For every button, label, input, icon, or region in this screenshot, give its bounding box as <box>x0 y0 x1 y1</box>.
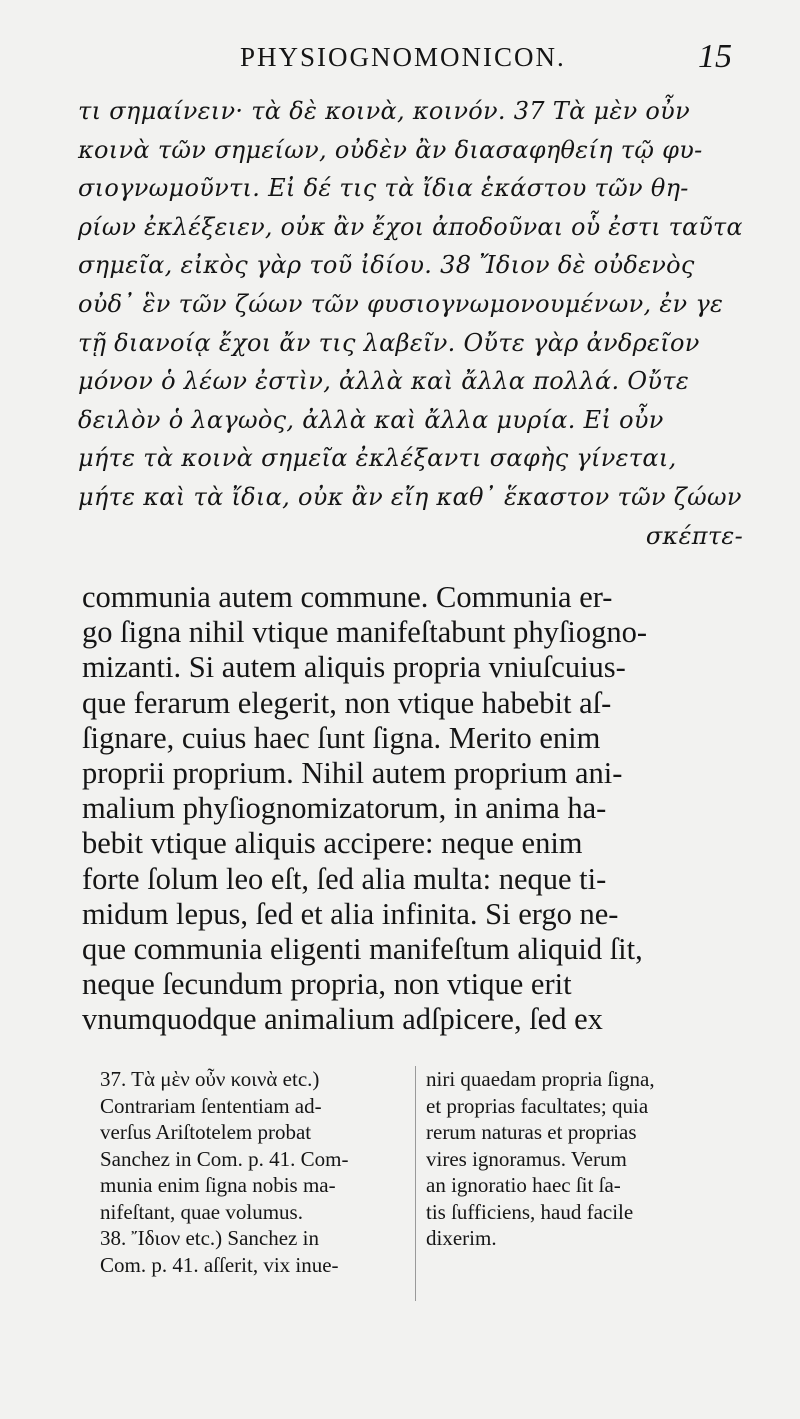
greek-line: μόνον ὁ λέων ἐστὶν, ἀλλὰ καὶ ἄλλα πολλά. Οὔτε <box>78 367 690 396</box>
greek-line: τῇ διανοίᾳ ἔχοι ἄν τις λαβεῖν. Οὔτε γὰρ ἀνδρεῖον <box>78 328 700 357</box>
latin-line: bebit vtique aliquis accipere: neque enim <box>82 826 583 861</box>
footnotes-right-column <box>426 1066 746 1252</box>
latin-line: mizanti. Si autem aliquis propria vniuſcuius- <box>82 650 626 685</box>
footnote-line: et proprias facultates; quia <box>426 1093 649 1118</box>
greek-line: τι σημαίνειν· τὰ δὲ κοινὰ, κοινόν. 37 Τὰ μὲν οὖν <box>78 97 690 125</box>
footnote-line: dixerim. <box>426 1226 497 1250</box>
footnote-line: an ignoratio haec ſit ſa- <box>426 1173 621 1197</box>
greek-catchword: σκέπτε- <box>645 521 743 550</box>
greek-line: μήτε καὶ τὰ ἴδια, οὐκ ἂν εἴη καθ᾽ ἕκαστον τῶν ζώων <box>78 482 742 511</box>
column-divider <box>415 1066 416 1301</box>
footnote-line: 38. Ἴδιον etc.) Sanchez in <box>100 1226 319 1250</box>
latin-text-block <box>82 580 742 1037</box>
footnote-line: vires ignoramus. Verum <box>426 1146 627 1171</box>
latin-line: go ſigna nihil vtique manifeſtabunt phyſiogno- <box>82 615 648 650</box>
footnote-line: Contrariam ſententiam ad- <box>100 1093 322 1118</box>
greek-line: σιογνωμοῦντι. Εἰ δέ τις τὰ ἴδια ἑκάστου τῶν θη- <box>78 174 689 203</box>
greek-line: δειλὸν ὁ λαγωὸς, ἀλλὰ καὶ ἄλλα μυρία. Εἰ οὖν <box>78 405 664 434</box>
page-number: 15 <box>698 38 732 75</box>
greek-line: σημεῖα, εἰκὸς γὰρ τοῦ ἰδίου. 38 Ἴδιον δὲ οὐδενὸς <box>78 251 695 280</box>
footnote-line: verſus Ariſtotelem probat <box>100 1120 312 1144</box>
greek-text-block <box>78 92 743 555</box>
latin-line: que communia eligenti manifeſtum aliquid ſit, <box>82 931 643 966</box>
footnote-line: nifeſtant, quae volumus. <box>100 1199 303 1224</box>
running-title: PHYSIOGNOMONICON. <box>240 42 566 72</box>
latin-line: vnumquodque animalium adſpicere, ſed ex <box>82 1002 603 1037</box>
greek-line: οὐδ᾽ ἓν τῶν ζώων τῶν φυσιογνωμονουμένων, ἐν γε <box>78 289 724 318</box>
latin-line: midum lepus, ſed et alia infinita. Si ergo ne- <box>82 896 619 931</box>
footnotes-left-column <box>100 1066 410 1278</box>
footnote-line: 37. Τὰ μὲν οὖν κοινὰ etc.) <box>100 1067 320 1091</box>
footnote-line: tis ſufficiens, haud facile <box>426 1199 634 1224</box>
latin-line: proprii proprium. Nihil autem proprium ani- <box>82 755 623 790</box>
greek-line: μήτε τὰ κοινὰ σημεῖα ἐκλέξαντι σαφὴς γίνεται, <box>78 444 677 473</box>
latin-line: ſignare, cuius haec ſunt ſigna. Merito enim <box>82 720 601 755</box>
page-header <box>90 38 740 88</box>
latin-line: communia autem commune. Communia er- <box>82 580 613 614</box>
latin-line: forte ſolum leo eſt, ſed alia multa: neque ti- <box>82 861 607 896</box>
footnote-line: niri quaedam propria ſigna, <box>426 1067 655 1091</box>
footnote-line: rerum naturas et proprias <box>426 1120 637 1144</box>
greek-line: κοινὰ τῶν σημείων, οὐδὲν ἂν διασαφηθείη τῷ φυ- <box>78 135 703 164</box>
latin-line: malium phyſiognomizatorum, in anima ha- <box>82 791 607 826</box>
footnote-line: Sanchez in Com. p. 41. Com- <box>100 1146 349 1171</box>
greek-line: ρίων ἐκλέξειεν, οὐκ ἂν ἔχοι ἀποδοῦναι οὗ ἐστι ταῦτα <box>78 212 743 241</box>
latin-line: que ferarum elegerit, non vtique habebit aſ- <box>82 685 612 720</box>
latin-line: neque ſecundum propria, non vtique erit <box>82 967 572 1002</box>
footnote-line: munia enim ſigna nobis ma- <box>100 1173 336 1197</box>
footnote-line: Com. p. 41. aſſerit, vix inue- <box>100 1252 339 1277</box>
